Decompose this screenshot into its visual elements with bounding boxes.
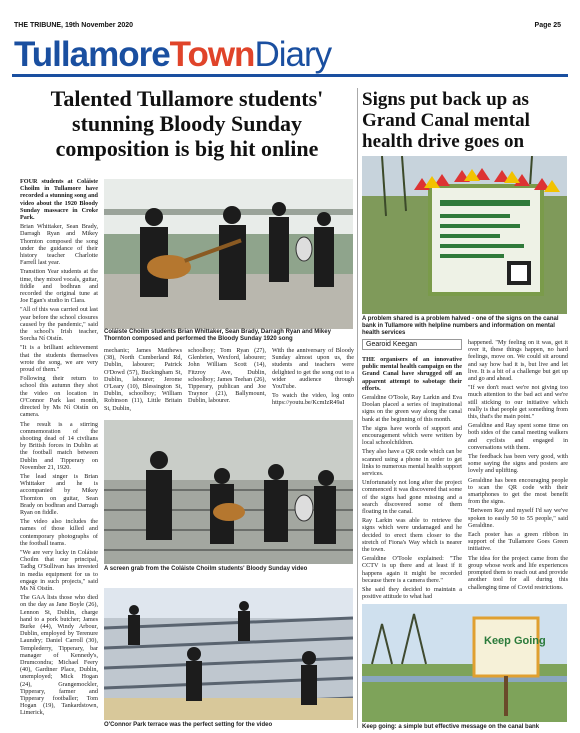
paper-date: THE TRIBUNE, 19th November 2020 [14,22,134,29]
paragraph: Following their return to school this autumn they shot the video on location in O'Connor Park last month, directed by Ms Ní Oistín on camera. [20,375,98,419]
paragraph: The feedback has been very good, with some saying the signs and posters are lovely and uplifting. [468,453,568,475]
canal-photo-caption: A problem shared is a problem halved - one of the signs on the canal bank in Tullamore with helpline numbers and information on mental health services [362,316,559,336]
paragraph: The GAA lists those who died on the day as Jane Boyle (26), Lennon St, Dublin, charge hand to a pork butcher; James Burke (44), Windy Arbour, Dublin, employed by Terenure Laundry; Daniel Carroll (30), Templederry, Tipperary, bar manager of Kennedy's, Drumcondra; Michael Feery (40), Gardiner Place, Dublin, unemployed; Mick Hogan (24), Grangemockler, Tipperary, farmer and Tipperary footballer; Tom Hogan (19), Tankardstown, Limerick, [20,594,98,717]
paragraph: "All of this was carried out last year before the school closures caused by the pandemic," said the school's Irish teacher, Sorcha Ní Oistín. [20,306,98,343]
paragraph: Unfortunately not long after the project commenced it was discovered that some of the signs had gone missing and a search discovered some of them floating in the canal. [362,479,462,516]
paragraph: Geraldine has been encouraging people to scan the QR code with their smartphones to get the most benefit from the signs. [468,476,568,506]
keep-going-caption: Keep going: a simple but effective message on the canal bank [362,724,540,730]
page-number: Page 25 [534,22,561,29]
paragraph: With the anniversary of Bloody Sunday almost upon us, the students and teachers were delighted to get the song out to a wider audience through YouTube. [272,347,354,391]
story2-column-2 [468,339,568,601]
paragraph: mechanic; James Matthews (38), North Cumberland Rd, Dublin, labourer; Patrick O'Dowd (57), Buckingham St, Dublin, labourer; Jerome O'Leary (10), Blessington St, Dublin, schoolboy; William Robinson (11), Little Britain St, Dublin, [104,347,182,412]
paragraph: Ray Larkin was able to retrieve the signs which were undamaged and he decided to erect them closer to the stretch of Fiona's Way which is nearer the town. [362,517,462,554]
paragraph: Each poster has a green ribbon in support of the Tullamore Goes Green initiative. [468,531,568,553]
paragraph: Geraldine O'Toole, Ray Larkin and Eva Doolan placed a series of inspirational signs on the green way along the canal bank at the beginning of this month. [362,394,462,423]
paragraph: Transition Year students at the time, they mixed vocals, guitar, fiddle and bodhran and recorded the original tune at Joe Egan's studio in Clara. [20,268,98,305]
story2-column-1 [362,356,462,601]
paragraph: The idea for the project came from the group whose work and life experiences prompted them to reach out and provide another tool for all during this challenging time of Covid restrictions. [468,554,568,591]
paragraph: Brian Whittaker, Sean Brady, Darragh Ryan and Mikey Thornton composed the song under the guidance of their history teacher Charlotte Farrell last year. [20,223,98,267]
keep-going-sign-photo [362,604,567,722]
story1-column-1 [20,178,98,726]
paragraph: The video also includes the names of those killed and contemporary photographs of the football teams. [20,518,98,547]
photo1-caption: Coláiste Choilm students Brian Whittaker, Sean Brady, Darragh Ryan and Mikey Thornton composed and performed the Bloody Sunday 1920 song [104,329,331,342]
story1-column-4 [272,347,354,417]
story1-column-3 [188,347,266,417]
paragraph: The result is a stirring commemoration of the shooting dead of 14 civilians by British forces in Dublin at the football match between Dublin and Tipperary on November 21, 1920. [20,420,98,471]
masthead-title: TullamoreTownDiary [14,35,332,74]
masthead [12,33,568,77]
paragraph: The lead singer is Brian Whittaker and he is accompanied by Mikey Thornton on guitar, Sean Brady on bodhran and Darragh Ryan on fiddle. [20,472,98,516]
story-divider [357,88,358,728]
paragraph: FOUR students at Coláiste Choilm in Tullamore have recorded a stunning song and video about the 1920 Bloody Sunday massacre in Croke Park. [20,178,98,222]
musicians-photo [104,179,353,329]
terrace-photo [104,588,353,720]
paragraph: Geraldine and Ray spent some time on both sides of the canal meeting walkers and cyclists and engaged in conversations with them. [468,422,568,451]
canal-sign-photo [362,156,567,314]
paragraph: Geraldine O'Toole explained: "The CCTV is up there and at least if it happens again it might be recorded because there is a camera there." [362,555,462,584]
paragraph: The signs have words of support and encouragement which were written by local schoolchildren. [362,424,462,447]
paragraph: "It is a brilliant achievement that the students themselves wrote the song, we are very proud of them." [20,344,98,374]
story1-column-2 [104,347,182,417]
photo3-caption: O'Connor Park terrace was the perfect setting for the video [104,722,273,728]
byline: Gearoid Keegan [362,339,462,350]
paragraph: They also have a QR code which can be scanned using a phone in order to get links to numerous mental health support services. [362,448,462,478]
paragraph: "Between Ray and myself I'd say we've spoken to easily 50 to 55 people," said Geraldine. [468,507,568,529]
video-screen-grab-photo [104,420,353,564]
paragraph: To watch the video, log onto https://youtu.be/KcmIzR49aI [272,392,354,407]
photo2-caption: A screen grab from the Coláiste Choilm students' Bloody Sunday video [104,566,308,572]
paragraph: happened. "My feeling on it was, get it over it, these things happen, no hard feelings, move on. We could sit around and say how bad it is, but live and let live. It is a bit of a challenge but get up and go and ahead. [468,339,568,383]
paragraph: THE organisers of an innovative public mental health campaign on the Grand Canal have shrugged off an apparent attempt to sabotage their efforts. [362,356,462,392]
story1-headline: Talented Tullamore students' stunning Bloody Sunday composition is big hit online [50,86,324,161]
paragraph: schoolboy; Tom Ryan (27), Glenbrien, Wexford, labourer; John William Scott (14), Fitzroy Ave, Dublin, schoolboy; James Teehan (26), Tipperary, publican and Joe Traynor (21), Ballymount, Dublin, labourer. [188,347,266,405]
paragraph: She said they decided to maintain a positive attitude to what had [362,586,462,601]
sign-text: Keep Going [484,635,546,647]
paragraph: "We are very lucky in Coláiste Choilm that our principal, Tadhg O'Sullivan has invested in media equipment for us to engage in such projects," said Ms Ní Oistín. [20,548,98,592]
story2-headline: Signs put back up as Grand Canal mental health drive goes on [362,89,530,152]
paragraph: "If we don't react we're not giving too much attention to the bad act and we're still sticking to our initiative which really is that people get something from this, that's the main point." [468,384,568,421]
